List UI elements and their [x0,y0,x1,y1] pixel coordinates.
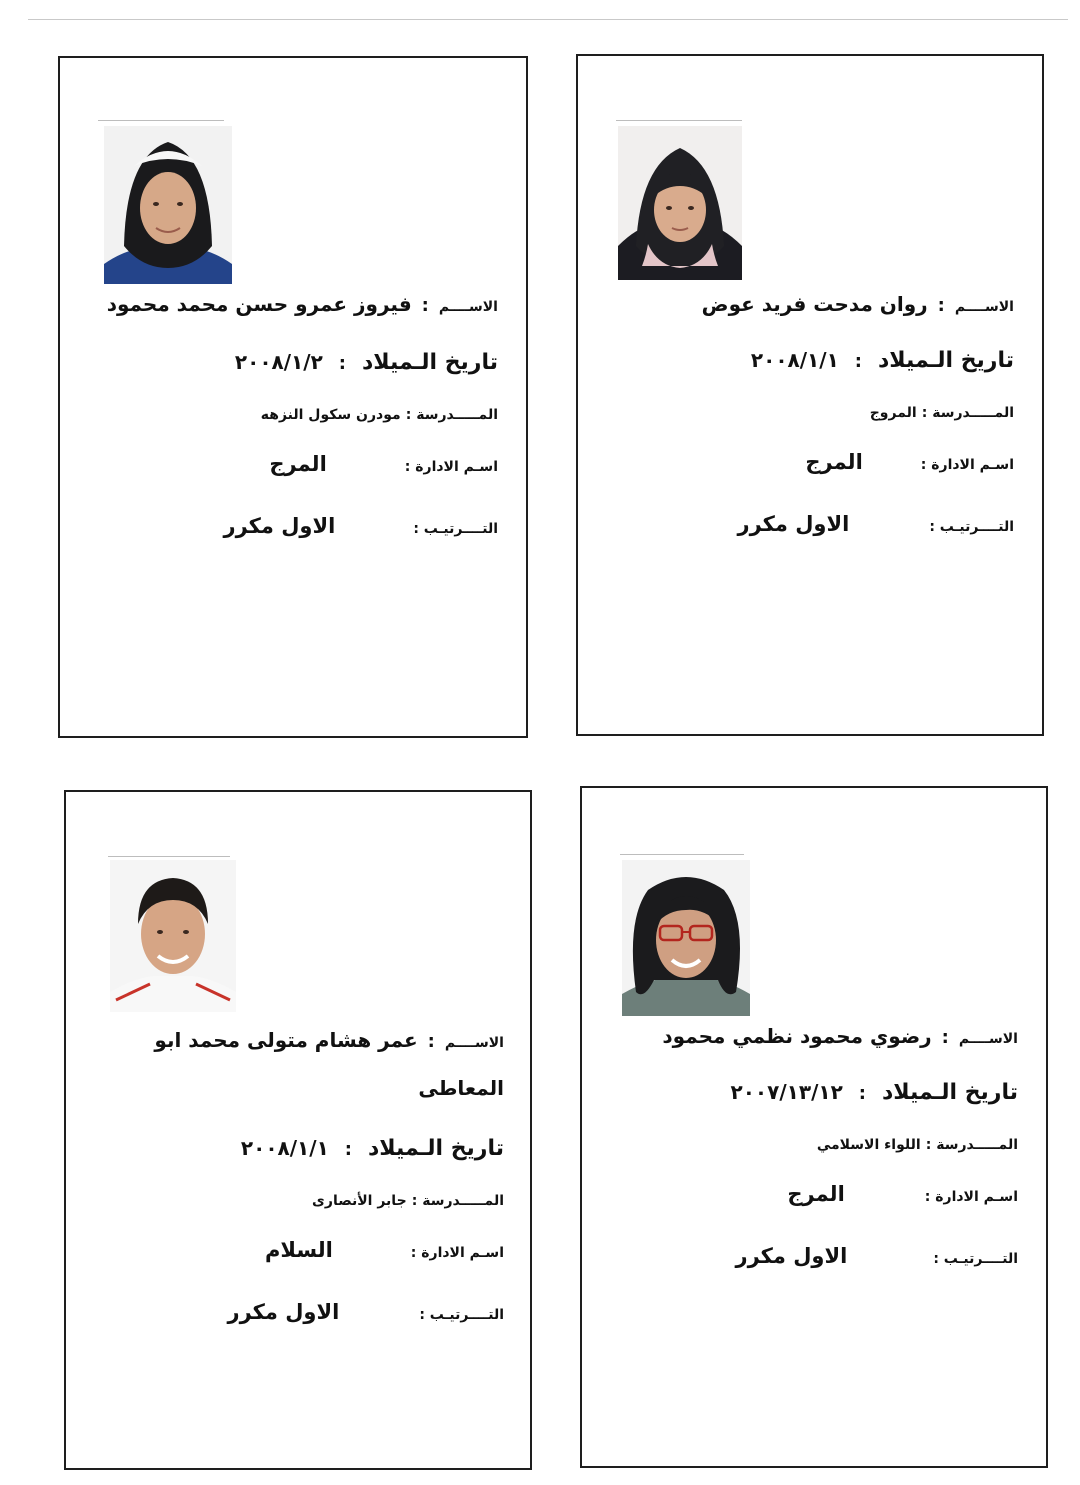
photo-top-line [620,854,744,855]
student-name: عمر هشام متولى محمد ابو [154,1028,418,1052]
school-label: المـــــدرسة : [921,405,1014,421]
rank-value: الاول مكرر [737,512,850,536]
rank-row [228,1300,504,1324]
school-row [312,1190,504,1209]
photo-top-line [98,120,224,121]
student-name: روان مدحت فريد عوض [701,292,928,316]
dob-row: تاريخ الـميلاد:٢٠٠٨/١/١ [750,348,1014,373]
admin-row [787,1182,1018,1206]
rank-row [736,1244,1018,1268]
dob-label: تاريخ الـميلاد [877,348,1014,373]
student-card-2 [58,56,528,738]
student-photo [110,860,236,1012]
school-value: اللواء الاسلامي [816,1137,921,1153]
rank-value: الاول مكرر [735,1244,848,1268]
school-row [261,404,498,423]
photo-top-line [108,856,230,857]
admin-row [265,1238,504,1262]
name-label: الاســــم [954,299,1014,315]
admin-value: السلام [264,1238,333,1262]
student-card-1 [576,54,1044,736]
admin-label: اسـم الادارة : [920,457,1014,473]
name-label: الاســــم [444,1035,504,1051]
admin-row [269,452,498,476]
rank-row [738,512,1014,536]
school-row [870,402,1014,421]
dob-row: تاريخ الـميلاد:٢٠٠٧/١٣/١٢ [730,1080,1018,1105]
dob-row: تاريخ الـميلاد:٢٠٠٨/١/٢ [234,350,498,375]
dob-label: تاريخ الـميلاد [361,350,498,375]
name-label: الاســــم [438,299,498,315]
admin-value: المرج [805,450,863,474]
school-value: جابر الأنصارى [312,1193,407,1209]
student-photo [618,126,742,280]
dob-value: ٢٠٠٨/١/١ [750,348,839,372]
rank-label: التــــرتيـب : [413,521,498,537]
admin-label: اسـم الادارة : [924,1189,1018,1205]
name-continuation-row [418,1076,504,1100]
admin-value: المرج [787,1182,845,1206]
student-photo [622,860,750,1016]
rank-value: الاول مكرر [227,1300,340,1324]
school-label: المـــــدرسة : [405,407,498,423]
name-label: الاســــم [958,1031,1018,1047]
rank-label: التــــرتيـب : [419,1307,504,1323]
admin-value: المرج [269,452,327,476]
photo-top-line [616,120,742,121]
dob-value: ٢٠٠٧/١٣/١٢ [730,1080,843,1104]
name-row: الاســــم:روان مدحت فريد عوض [701,292,1014,316]
admin-label: اسـم الادارة : [404,459,498,475]
student-card-3 [580,786,1048,1468]
school-row [817,1134,1018,1153]
admin-row [805,450,1014,474]
dob-value: ٢٠٠٨/١/٢ [234,350,323,374]
dob-row: تاريخ الـميلاد:٢٠٠٨/١/١ [240,1136,504,1161]
name-row: الاســــم:عمر هشام متولى محمد ابو [154,1028,504,1052]
page-top-rule [28,19,1068,20]
dob-value: ٢٠٠٨/١/١ [240,1136,329,1160]
student-name: فيروز عمرو حسن محمد محمود [106,292,412,316]
school-value: مودرن سكول النزهه [260,407,401,423]
rank-label: التــــرتيـب : [929,519,1014,535]
student-photo [104,126,232,284]
school-label: المـــــدرسة : [925,1137,1018,1153]
school-value: المروج [869,405,917,421]
student-name: رضوي محمود نظمي محمود [662,1024,932,1048]
name-row: الاســــم:فيروز عمرو حسن محمد محمود [106,292,498,316]
dob-label: تاريخ الـميلاد [367,1136,504,1161]
rank-row [224,514,498,538]
dob-label: تاريخ الـميلاد [881,1080,1018,1105]
student-name-continuation: المعاطى [418,1076,504,1100]
school-label: المـــــدرسة : [411,1193,504,1209]
admin-label: اسـم الادارة : [410,1245,504,1261]
rank-value: الاول مكرر [223,514,336,538]
rank-label: التــــرتيـب : [933,1251,1018,1267]
name-row: الاســــم:رضوي محمود نظمي محمود [662,1024,1018,1048]
student-card-4 [64,790,532,1470]
